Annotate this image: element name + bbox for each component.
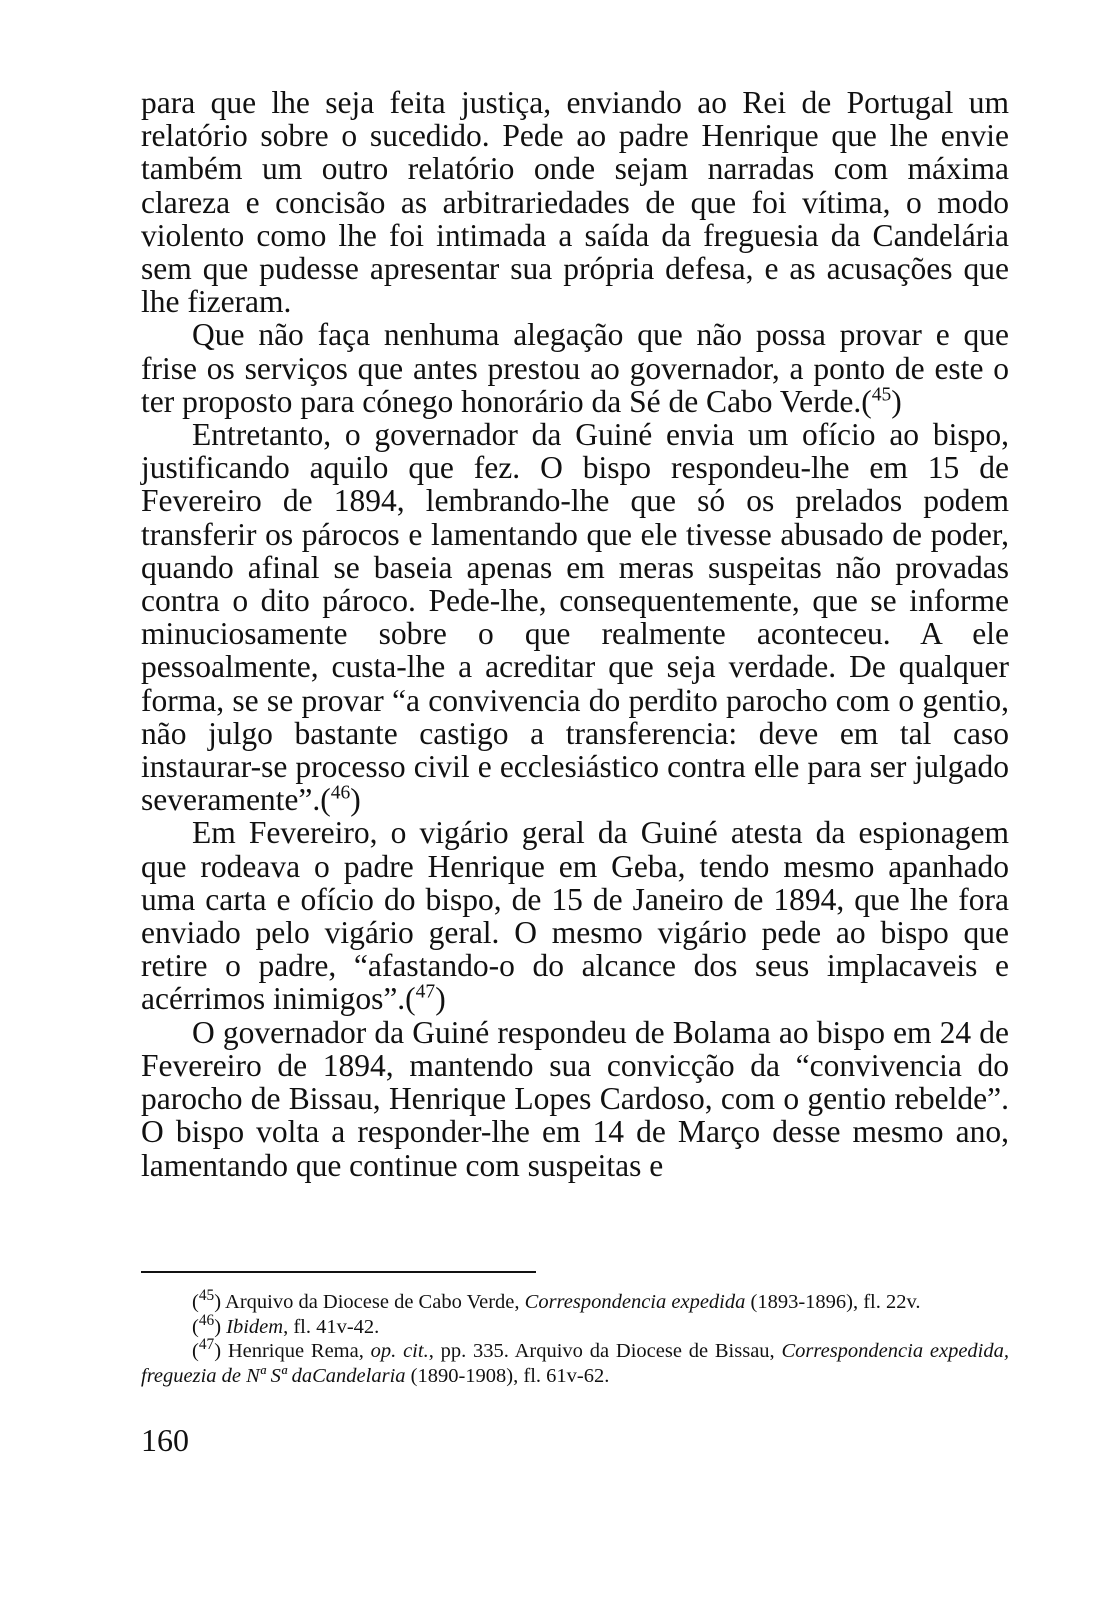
footnote-title: Ibidem <box>226 1315 284 1338</box>
paragraph-5-text: O governador da Guiné respondeu de Bolama ao bispo em 24 de Fevereiro de 1894, mantendo sua convicção da “convivencia do parocho de Bissau, Henrique Lopes Cardoso, com o gentio rebelde”. O bispo volta a responder-lhe em 14 de Março desse mesmo ano, lamentando que continue com suspeitas e <box>141 1014 1009 1183</box>
paragraph-5 <box>141 1016 1009 1182</box>
paragraph-4-end: ) <box>435 981 446 1017</box>
footnote-46 <box>141 1311 1009 1340</box>
paragraph-2-end: ) <box>891 383 902 419</box>
footnote-text: Arquivo da Diocese de Cabo Verde, <box>221 1291 525 1313</box>
footnote-divider <box>141 1271 536 1273</box>
paragraph-4-text: Em Fevereiro, o vigário geral da Guiné atesta da espionagem que rodeava o padre Henrique em Geba, tendo mesmo apanhado uma carta e ofício do bispo, de 15 de Janeiro de 1894, que lhe fora enviado pelo vigário geral. O mesmo vigário pede ao bispo que retire o padre, “afastando-o do alcance dos seus implacaveis e acérrimos inimigos”.( <box>141 815 1009 1017</box>
paragraph-1 <box>141 86 1009 318</box>
paragraph-2-text: Que não faça nenhuma alegação que não possa provar e que frise os serviços que antes prestou ao governador, a ponto de este o ter proposto para cónego honorário da Sé de Cabo Verde.( <box>141 317 1009 419</box>
footnote-number: 47 <box>198 1336 215 1354</box>
paragraph-3-text: Entretanto, o governador da Guiné envia um ofício ao bispo, justificando aquilo que fez. O bispo respondeu-lhe em 15 de Fevereiro de 1894, lembrando-lhe que só os prelados podem transferir os párocos e lamentando que ele tivesse abusado de poder, quando afinal se baseia apenas em meras suspeitas não provadas contra o dito pároco. Pede-lhe, consequentemente, que se informe minuciosamente sobre o que realmente aconteceu. A ele pessoalmente, custa-lhe a acreditar que seja verdade. De qualquer forma, se se provar “a convivencia do perdito parocho com o gentio, não julgo bastante castigo a transferencia: deve em tal caso instaurar-se processo civil e ecclesiástico contra elle para ser julgado severamente”.( <box>141 417 1009 818</box>
footnote-number: 46 <box>198 1311 215 1329</box>
note-ref-45: 45 <box>871 384 892 406</box>
footnote-45 <box>141 1287 1009 1315</box>
main-text <box>141 86 1009 1182</box>
footnote-text: Henrique Rema, <box>221 1340 371 1362</box>
paragraph-1-text: para que lhe seja feita justiça, enviando ao Rei de Portugal um relatório sobre o sucedido. Pede ao padre Henrique que lhe envie também um outro relatório onde sejam narradas com máxima clareza e concisão as arbitrariedades de que foi vítima, o modo violento como lhe foi intimada a saída da freguesia da Candelária sem que pudesse apresentar sua própria defesa, e as acusações que lhe fizeram. <box>141 85 1009 320</box>
footnote-paren-open: ( <box>192 1291 199 1313</box>
footnote-title: Correspondencia expedida, freguezia de Nª Sª daCandelaria <box>141 1340 1009 1387</box>
footnote-text: , fl. 41v-42. <box>283 1315 380 1338</box>
paragraph-3 <box>141 418 1009 816</box>
footnote-text: (1890-1908), fl. 61v-62. <box>405 1364 610 1387</box>
footnote-number: 45 <box>198 1287 215 1305</box>
footnote-paren-open: ( <box>192 1315 199 1338</box>
paragraph-3-end: ) <box>350 782 361 818</box>
footnote-title: op. cit. <box>370 1340 429 1362</box>
footnote-text: (1893-1896), fl. 22v. <box>745 1291 921 1313</box>
footnotes <box>141 1287 1009 1388</box>
note-ref-46: 46 <box>330 782 351 804</box>
footnote-paren-open: ( <box>192 1340 199 1362</box>
page-number: 160 <box>141 1422 189 1458</box>
footnote-paren-close: ) <box>214 1291 222 1313</box>
footnote-title: Correspondencia expedida <box>524 1291 746 1313</box>
footnote-47 <box>141 1336 1009 1388</box>
paragraph-4 <box>141 816 1009 1015</box>
footnote-paren-close: ) <box>214 1340 222 1362</box>
footnote-paren-close: ) <box>214 1315 222 1338</box>
note-ref-47: 47 <box>415 981 436 1003</box>
footnote-text: , pp. 335. Arquivo da Diocese de Bissau, <box>428 1340 782 1362</box>
paragraph-2 <box>141 318 1009 418</box>
